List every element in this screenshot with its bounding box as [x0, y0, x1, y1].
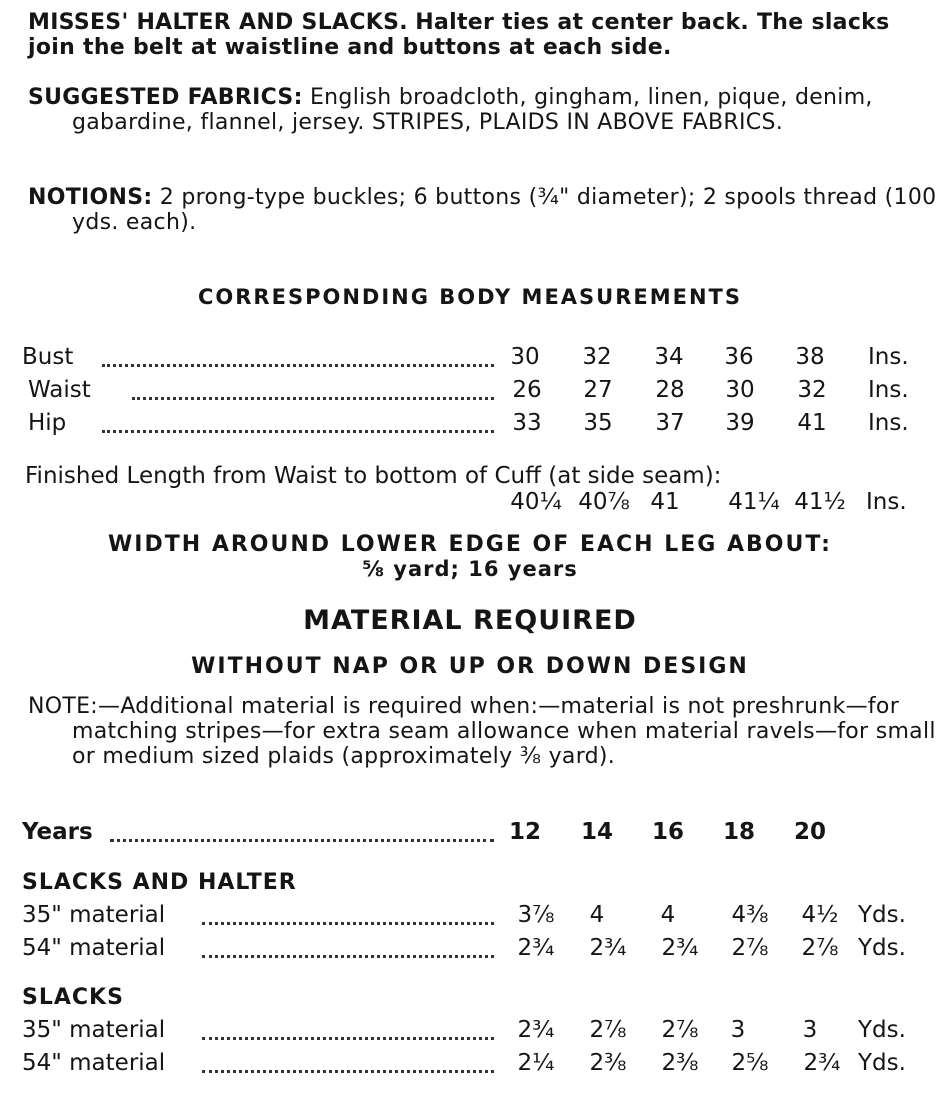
value-cell: 32	[582, 344, 612, 370]
unit-label: Yds.	[858, 902, 906, 928]
fabrics-label: SUGGESTED FABRICS:	[28, 85, 303, 110]
value-cell: 32	[797, 377, 827, 403]
leader-dots	[202, 955, 494, 958]
year-cell: 14	[580, 819, 613, 845]
row-label: Waist	[28, 377, 91, 403]
intro-text: Halter ties at center back. The slacks join the belt at waistline and buttons at each side.	[28, 10, 890, 60]
value-cell: 3	[802, 1017, 818, 1043]
group-title-slacks: SLACKS	[22, 985, 124, 1010]
value-cell: 2¾	[661, 935, 699, 961]
value-cell: 26	[512, 377, 542, 403]
row-label: 35" material	[22, 902, 166, 928]
group-title-slacks-and-halter: SLACKS AND HALTER	[22, 870, 297, 895]
years-row	[0, 819, 940, 849]
value-cell: 2⅞	[589, 1017, 627, 1043]
value-cell: 2⅜	[589, 1050, 627, 1076]
year-cell: 20	[793, 819, 826, 845]
value-cell: 3⅞	[517, 902, 555, 928]
leader-dots	[132, 397, 494, 400]
material-heading: MATERIAL REQUIRED	[303, 605, 637, 636]
unit-label: Ins.	[868, 344, 909, 370]
value-cell: 2¾	[589, 935, 627, 961]
width-value: ⅝ yard; 16 years	[362, 557, 578, 581]
unit-label: Ins.	[868, 410, 909, 436]
unit-label: Yds.	[858, 1017, 906, 1043]
value-cell: 41	[650, 489, 680, 515]
leader-dots	[102, 364, 494, 367]
value-cell: 2⅞	[661, 1017, 699, 1043]
material-row	[0, 1050, 940, 1080]
value-cell: 2¾	[517, 935, 555, 961]
value-cell: 41½	[794, 489, 846, 515]
value-cell: 4⅜	[731, 902, 769, 928]
measurement-row-hip	[0, 410, 940, 440]
unit-label: Ins.	[866, 489, 907, 515]
value-cell: 4½	[801, 902, 839, 928]
value-cell: 41	[797, 410, 827, 436]
width-heading: WIDTH AROUND LOWER EDGE OF EACH LEG ABOUT:	[108, 532, 832, 557]
value-cell: 38	[795, 344, 825, 370]
value-cell: 34	[654, 344, 684, 370]
row-label: 54" material	[22, 935, 166, 961]
value-cell: 37	[655, 410, 685, 436]
value-cell: 2⅞	[801, 935, 839, 961]
finished-length-values	[0, 489, 940, 519]
material-row	[0, 1017, 940, 1047]
value-cell: 40⅞	[578, 489, 630, 515]
row-label: Hip	[28, 410, 67, 436]
material-note-text: NOTE:—Additional material is required when:—material is not preshrunk—for matching stripes—for extra seam allowance when material ravels—for small or medium sized plaids (approximately ⅜ yard).	[28, 694, 936, 769]
unit-label: Yds.	[858, 935, 906, 961]
value-cell: 30	[510, 344, 540, 370]
intro-title: MISSES' HALTER AND SLACKS.	[28, 10, 408, 35]
year-cell: 16	[651, 819, 684, 845]
notions-label: NOTIONS:	[28, 185, 153, 210]
leader-dots	[102, 430, 494, 433]
year-cell: 12	[508, 819, 541, 845]
material-subheading: WITHOUT NAP OR UP OR DOWN DESIGN	[191, 654, 749, 679]
value-cell: 35	[583, 410, 613, 436]
fabrics-text: English broadcloth, gingham, linen, pique, denim, gabardine, flannel, jersey. STRIPES, PLAIDS IN ABOVE FABRICS.	[72, 85, 873, 135]
value-cell: 33	[512, 410, 542, 436]
value-cell: 39	[725, 410, 755, 436]
row-label: 54" material	[22, 1050, 166, 1076]
value-cell: 27	[583, 377, 613, 403]
value-cell: 41¼	[728, 489, 780, 515]
value-cell: 28	[655, 377, 685, 403]
value-cell: 2⅜	[661, 1050, 699, 1076]
suggested-fabrics	[28, 85, 940, 135]
material-note	[28, 694, 940, 769]
years-label: Years	[22, 819, 93, 845]
body-measurements-heading: CORRESPONDING BODY MEASUREMENTS	[198, 285, 742, 309]
value-cell: 4	[589, 902, 605, 928]
measurement-row-bust	[0, 344, 940, 374]
value-cell: 30	[725, 377, 755, 403]
material-row	[0, 935, 940, 965]
value-cell: 36	[724, 344, 754, 370]
notions-text: 2 prong-type buckles; 6 buttons (¾" diameter); 2 spools thread (100 yds. each).	[72, 185, 937, 235]
value-cell: 2¾	[517, 1017, 555, 1043]
value-cell: 2⅝	[731, 1050, 769, 1076]
material-row	[0, 902, 940, 932]
leader-dots	[110, 839, 494, 842]
value-cell: 4	[660, 902, 676, 928]
value-cell: 3	[730, 1017, 746, 1043]
value-cell: 2¼	[517, 1050, 555, 1076]
year-cell: 18	[722, 819, 755, 845]
leader-dots	[202, 1070, 494, 1073]
leader-dots	[202, 1037, 494, 1040]
intro-paragraph	[28, 10, 914, 60]
leader-dots	[202, 922, 494, 925]
row-label: 35" material	[22, 1017, 166, 1043]
row-label: Bust	[22, 344, 74, 370]
measurement-row-waist	[0, 377, 940, 407]
value-cell: 2¾	[803, 1050, 841, 1076]
notions	[28, 185, 940, 235]
value-cell: 40¼	[510, 489, 562, 515]
value-cell: 2⅞	[731, 935, 769, 961]
unit-label: Yds.	[858, 1050, 906, 1076]
finished-length-label: Finished Length from Waist to bottom of Cuff (at side seam):	[25, 463, 722, 489]
unit-label: Ins.	[868, 377, 909, 403]
